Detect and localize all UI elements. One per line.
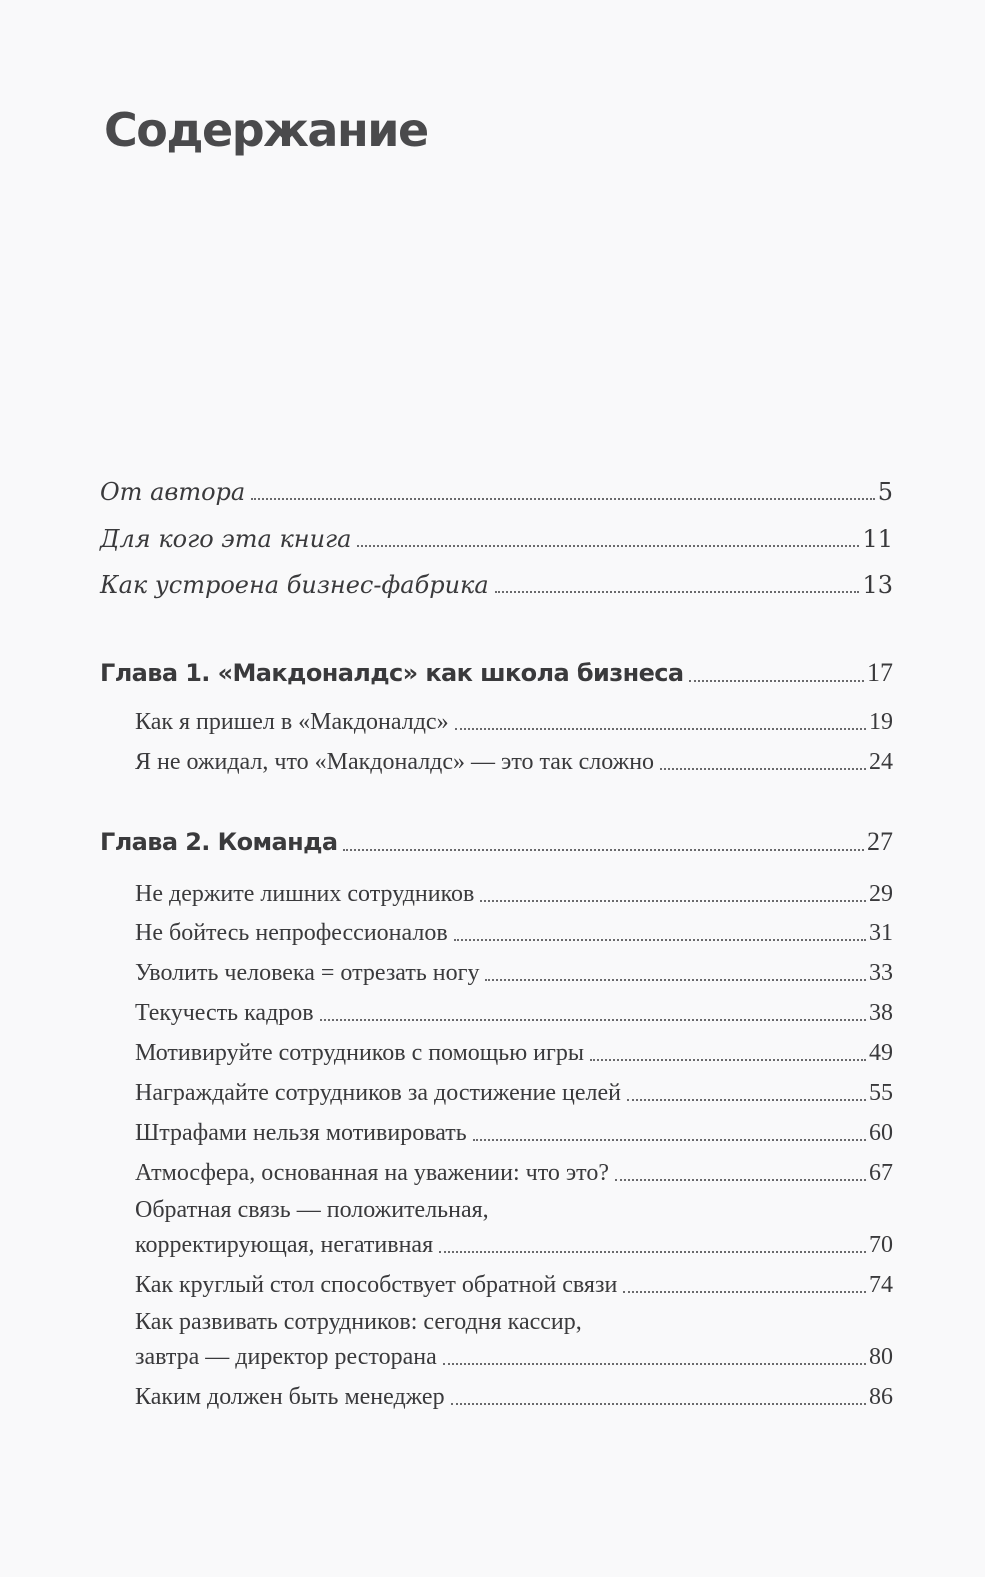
section-title: Уволить человека = отрезать ногу bbox=[135, 960, 480, 986]
dot-leader bbox=[495, 591, 860, 593]
toc-section[interactable] bbox=[0, 918, 893, 948]
dot-leader bbox=[357, 545, 859, 547]
section-page: 24 bbox=[869, 749, 893, 775]
toc-entry-title: Как устроена бизнес-фабрика bbox=[100, 571, 489, 599]
toc-entry-title: Для кого эта книга bbox=[100, 525, 352, 553]
toc-section[interactable] bbox=[0, 707, 893, 737]
section-page: 19 bbox=[869, 709, 893, 735]
dot-leader bbox=[623, 1291, 866, 1293]
section-title: Мотивируйте сотрудников с помощью игры bbox=[135, 1040, 584, 1066]
chapter-title: Глава 2. Команда bbox=[100, 828, 338, 856]
dot-leader bbox=[443, 1363, 866, 1365]
toc-section[interactable] bbox=[0, 879, 893, 909]
dot-leader bbox=[627, 1099, 866, 1101]
section-page: 60 bbox=[869, 1120, 893, 1146]
section-page: 38 bbox=[869, 1000, 893, 1026]
toc-section-line1[interactable] bbox=[0, 1195, 893, 1225]
section-page: 67 bbox=[869, 1160, 893, 1186]
dot-leader bbox=[615, 1179, 866, 1181]
toc-section[interactable] bbox=[0, 747, 893, 777]
toc-section[interactable] bbox=[0, 1342, 893, 1372]
dot-leader bbox=[454, 939, 866, 941]
section-title: Я не ожидал, что «Макдоналдс» — это так сложно bbox=[135, 749, 655, 775]
toc-entry-page: 13 bbox=[862, 571, 893, 599]
section-title-line1: Как развивать сотрудников: сегодня кассир, bbox=[135, 1309, 582, 1335]
section-page: 55 bbox=[869, 1080, 893, 1106]
toc-section[interactable] bbox=[0, 958, 893, 988]
dot-leader bbox=[485, 979, 866, 981]
dot-leader bbox=[590, 1059, 866, 1061]
section-title: Каким должен быть менеджер bbox=[135, 1384, 445, 1410]
toc-entry-business-factory[interactable] bbox=[0, 570, 893, 600]
toc-section[interactable] bbox=[0, 1230, 893, 1260]
dot-leader bbox=[320, 1019, 866, 1021]
section-page: 80 bbox=[869, 1344, 893, 1370]
dot-leader bbox=[439, 1251, 866, 1253]
toc-section[interactable] bbox=[0, 1382, 893, 1412]
toc-entry-title: От автора bbox=[100, 478, 246, 506]
dot-leader bbox=[455, 728, 866, 730]
toc-section[interactable] bbox=[0, 1038, 893, 1068]
dot-leader bbox=[660, 768, 866, 770]
section-title: Не бойтесь непрофессионалов bbox=[135, 920, 448, 946]
dot-leader bbox=[251, 498, 875, 500]
section-title-line2: корректирующая, негативная bbox=[135, 1232, 434, 1258]
page-title: Содержание bbox=[104, 103, 428, 157]
dot-leader bbox=[473, 1139, 866, 1141]
section-title: Штрафами нельзя мотивировать bbox=[135, 1120, 467, 1146]
section-title-line2: завтра — директор ресторана bbox=[135, 1344, 437, 1370]
toc-section[interactable] bbox=[0, 1158, 893, 1188]
toc-chapter-1[interactable] bbox=[0, 657, 893, 689]
section-page: 31 bbox=[869, 920, 893, 946]
toc-chapter-2[interactable] bbox=[0, 826, 893, 858]
toc-section[interactable] bbox=[0, 1118, 893, 1148]
section-title: Не держите лишних сотрудников bbox=[135, 881, 475, 907]
toc-entry-page: 11 bbox=[862, 525, 893, 553]
toc-section[interactable] bbox=[0, 1078, 893, 1108]
section-title: Как круглый стол способствует обратной связи bbox=[135, 1272, 618, 1298]
toc-section[interactable] bbox=[0, 1270, 893, 1300]
section-page: 74 bbox=[869, 1272, 893, 1298]
toc-entry-page: 5 bbox=[877, 478, 893, 506]
section-title: Как я пришел в «Макдоналдс» bbox=[135, 709, 449, 735]
section-page: 49 bbox=[869, 1040, 893, 1066]
dot-leader bbox=[451, 1403, 866, 1405]
section-page: 86 bbox=[869, 1384, 893, 1410]
dot-leader bbox=[343, 849, 864, 851]
toc-entry-from-author[interactable] bbox=[0, 477, 893, 507]
chapter-page: 27 bbox=[867, 827, 893, 856]
dot-leader bbox=[689, 680, 864, 682]
section-page: 29 bbox=[869, 881, 893, 907]
toc-entry-for-whom[interactable] bbox=[0, 524, 893, 554]
section-title: Награждайте сотрудников за достижение целей bbox=[135, 1080, 622, 1106]
section-title-line1: Обратная связь — положительная, bbox=[135, 1197, 489, 1223]
chapter-page: 17 bbox=[867, 658, 893, 687]
toc-section-line1[interactable] bbox=[0, 1307, 893, 1337]
dot-leader bbox=[480, 900, 866, 902]
section-title: Текучесть кадров bbox=[135, 1000, 314, 1026]
chapter-title: Глава 1. «Макдоналдс» как школа бизнеса bbox=[100, 659, 684, 687]
toc-section[interactable] bbox=[0, 998, 893, 1028]
section-page: 33 bbox=[869, 960, 893, 986]
section-title: Атмосфера, основанная на уважении: что это? bbox=[135, 1160, 609, 1186]
section-page: 70 bbox=[869, 1232, 893, 1258]
